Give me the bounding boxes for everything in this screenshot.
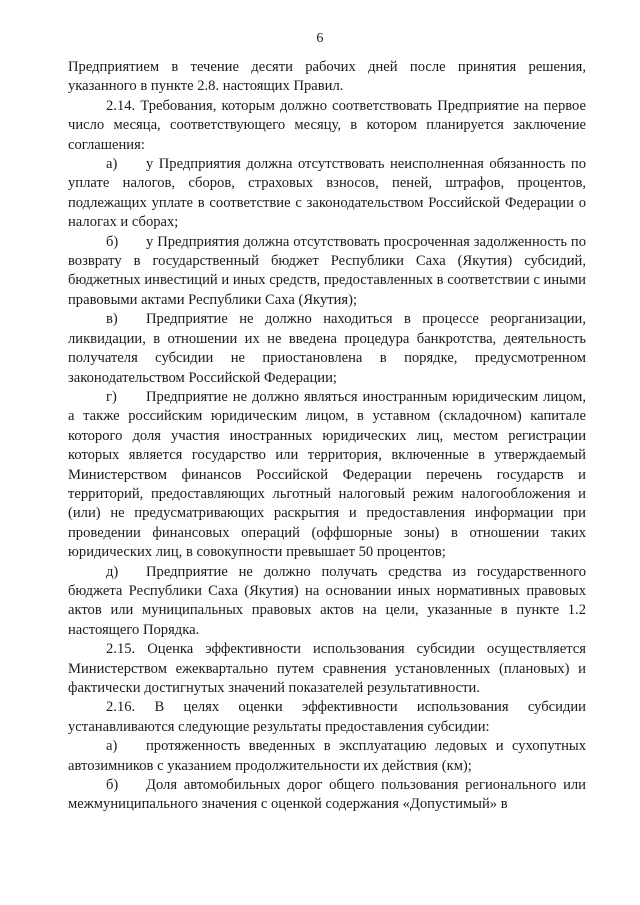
paragraph-text: Предприятием в течение десяти рабочих дней после принятия решения, указанного в пункте 2.8. настоящих Правил. (68, 59, 586, 95)
list-item (68, 563, 586, 641)
list-item-text: Предприятие не должно являться иностранным юридическим лицом, а также российским юридическим лицом, в уставном (складочном) капитале которого доля участия иностранных юридических лиц, местом регистрации которых является государство или территория, включенные в утверждаемый Министерством финансов Российской Федерации перечень государств и территорий, предоставляющих льготный налоговый режим налогообложения и (или) не предусматривающих раскрытия и предоставления информации при проведении финансовых операций (оффшорные зоны) в отношении таких юридических лиц, в совокупности превышает 50 процентов; (68, 388, 586, 561)
list-marker: в) (106, 311, 118, 328)
paragraph-text: 2.16. В целях оценки эффективности использования субсидии устанавливаются следующие результаты предоставления субсидии: (68, 699, 586, 735)
paragraph (68, 698, 586, 737)
list-item (68, 233, 586, 311)
list-marker: д) (106, 563, 119, 580)
paragraph-text: 2.14. Требования, которым должно соответствовать Предприятие на первое число месяца, соответствующего месяцу, в котором планируется заключение соглашения: (68, 97, 586, 153)
list-item-text: протяженность введенных в эксплуатацию ледовых и сухопутных автозимников с указанием продолжительности их действия (км); (68, 738, 586, 774)
document-body (68, 58, 586, 815)
list-item (68, 155, 586, 233)
list-item-text: у Предприятия должна отсутствовать неисполненная обязанность по уплате налогов, сборов, страховых взносов, пеней, штрафов, процентов, подлежащих уплате в соответствие с законодательством Российской Федерации о налогах и сборах; (68, 156, 586, 231)
page-number: 6 (316, 31, 324, 46)
paragraph (68, 97, 586, 155)
list-marker: б) (106, 777, 119, 794)
list-item (68, 737, 586, 776)
list-item-text: Доля автомобильных дорог общего пользования регионального или межмуниципального значения с оценкой содержания «Допустимый» в (68, 777, 586, 813)
paragraph (68, 640, 586, 698)
list-item (68, 776, 586, 815)
list-marker: а) (106, 738, 118, 755)
list-item-text: у Предприятия должна отсутствовать просроченная задолженность по возврату в государственный бюджет Республики Саха (Якутия) субсидий, бюджетных инвестиций и иных средств, предоставленных в соответствии с иными правовыми актами Республики Саха (Якутия); (68, 233, 586, 308)
list-item-text: Предприятие не должно получать средства из государственного бюджета Республики Саха (Якутия) на основании иных нормативных правовых актов или муниципальных правовых актов на цели, указанные в пункте 1.2 настоящего Порядка. (68, 563, 586, 638)
list-marker: а) (106, 156, 118, 173)
list-marker: г) (106, 388, 117, 405)
paragraph (68, 58, 586, 97)
list-item (68, 388, 586, 563)
list-marker: б) (106, 233, 119, 250)
list-item-text: Предприятие не должно находиться в процессе реорганизации, ликвидации, в отношении их не введена процедура банкротства, деятельность получателя субсидии не приостановлена в порядке, предусмотренном законодательством Российской Федерации; (68, 311, 586, 386)
paragraph-text: 2.15. Оценка эффективности использования субсидии осуществляется Министерством ежеквартально путем сравнения установленных (плановых) и фактически достигнутых значений показателей результативности. (68, 641, 586, 696)
list-item (68, 310, 586, 388)
